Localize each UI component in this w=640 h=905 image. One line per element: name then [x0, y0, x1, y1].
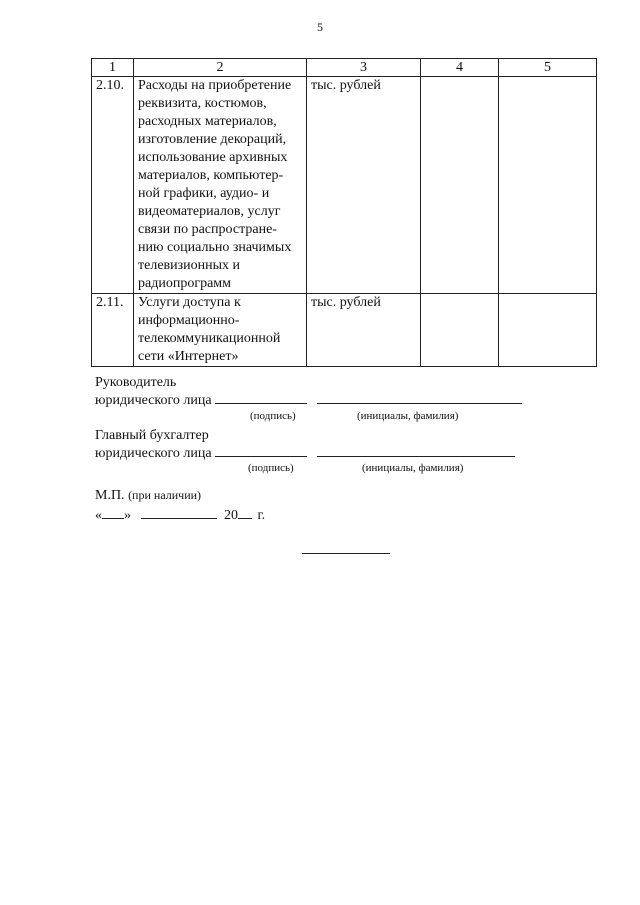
date-year-line: [238, 506, 252, 519]
end-divider: [302, 553, 390, 554]
accountant-label-line2: юридического лица: [95, 446, 212, 461]
accountant-label-line1: Главный бухгалтер: [95, 428, 209, 443]
table-row: [92, 77, 597, 294]
stamp-label: М.П.: [95, 488, 125, 503]
head-name-line: [317, 391, 522, 404]
column-header: 3: [307, 59, 421, 77]
date-open-quote: «: [95, 508, 102, 523]
date-year-suffix: г.: [257, 508, 266, 523]
row-unit: тыс. рублей: [307, 294, 421, 367]
row-description: Расходы на приобретение реквизита, костюмов, расходных материалов, изготовление декораций, использование архивных материалов, компьютер- ной графики, аудио- и видеоматериалов, услуг связи по распростране- нию социально значимых телевизионных и радиопрограмм: [134, 77, 307, 294]
date-row: [95, 506, 265, 524]
column-header: 5: [499, 59, 597, 77]
row-value-col4: [421, 77, 499, 294]
accountant-name-caption: (инициалы, фамилия): [362, 462, 464, 474]
accountant-signature-line: [215, 444, 307, 457]
column-header: 1: [92, 59, 134, 77]
date-year-prefix: 20: [224, 508, 238, 523]
column-header: 2: [134, 59, 307, 77]
head-signature-row: [95, 391, 522, 409]
head-label-line1: Руководитель: [95, 375, 177, 390]
stamp-row: [95, 487, 201, 504]
row-number: 2.10.: [92, 77, 134, 294]
head-label-line2: юридического лица: [95, 393, 212, 408]
row-value-col5: [499, 77, 597, 294]
column-header: 4: [421, 59, 499, 77]
date-month-line: [141, 506, 217, 519]
date-close-quote: »: [124, 508, 131, 523]
stamp-note: (при наличии): [128, 488, 202, 502]
accountant-name-line: [317, 444, 515, 457]
row-value-col5: [499, 294, 597, 367]
accountant-signature-caption: (подпись): [248, 462, 294, 474]
accountant-signature-row: [95, 444, 515, 462]
head-signature-caption: (подпись): [250, 410, 296, 422]
date-day-line: [102, 506, 124, 519]
head-name-caption: (инициалы, фамилия): [357, 410, 459, 422]
table-header-row: [92, 59, 597, 77]
table-row: [92, 294, 597, 367]
row-number: 2.11.: [92, 294, 134, 367]
head-signature-line: [215, 391, 307, 404]
row-description: Услуги доступа к информационно- телекоммуникационной сети «Интернет»: [134, 294, 307, 367]
page-number: 5: [317, 20, 323, 34]
row-unit: тыс. рублей: [307, 77, 421, 294]
report-table: [91, 58, 597, 367]
row-value-col4: [421, 294, 499, 367]
